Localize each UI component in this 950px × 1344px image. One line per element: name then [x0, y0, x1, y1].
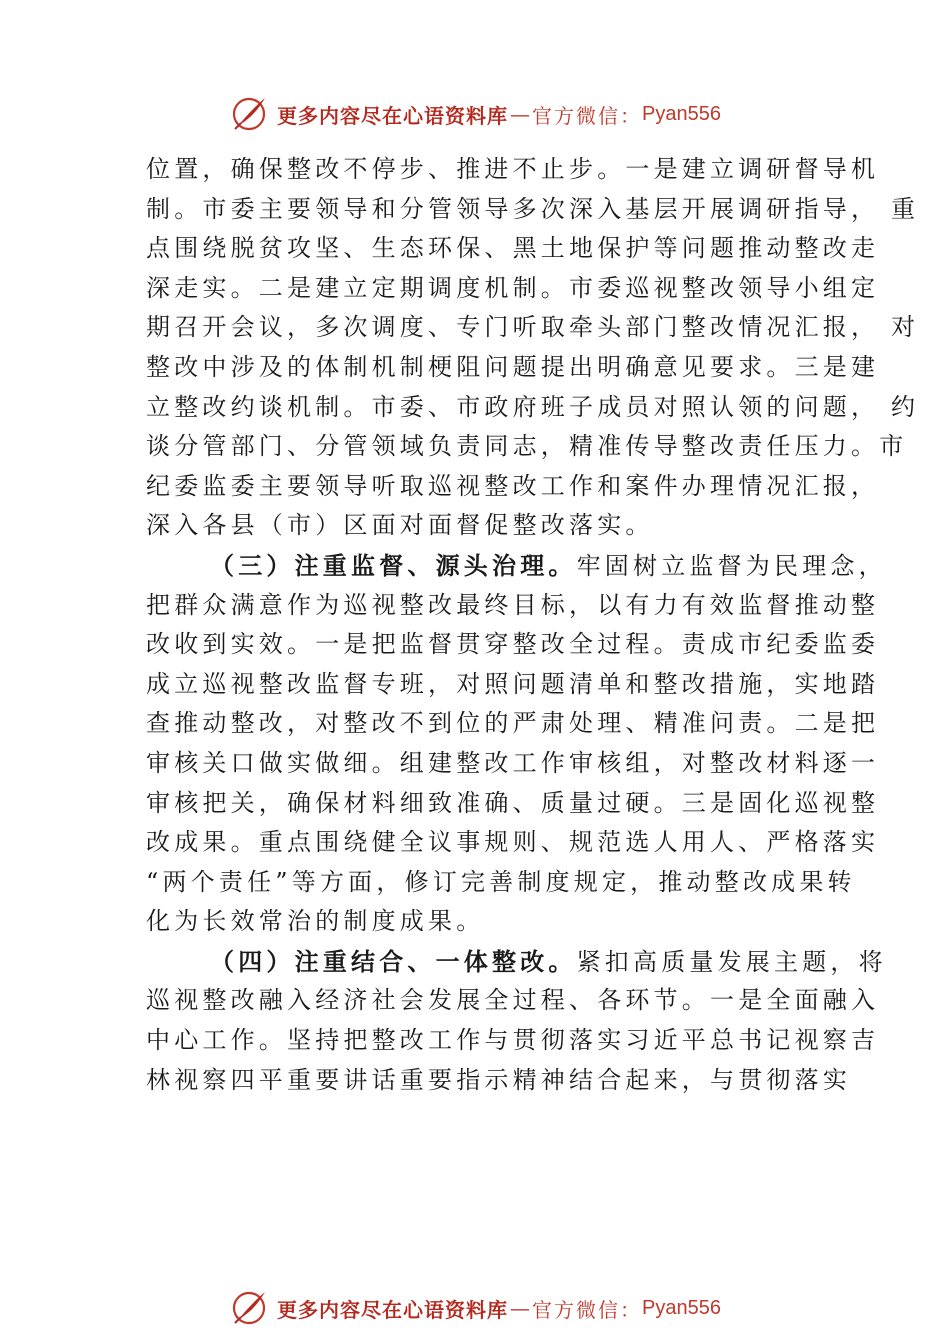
- text-line: 审核把关，确保材料细致准确、质量过硬。三是固化巡视整: [146, 788, 880, 817]
- text-line: 谈分管部门、分管领域负责同志，精准传导整改责任压力。市: [146, 432, 908, 461]
- text-line: 化为长效常治的制度成果。: [146, 907, 485, 936]
- section-4-first-line: [146, 942, 887, 982]
- text-span: 紧扣高质量发展主题，将: [576, 947, 887, 976]
- text-line: 位置，确保整改不停步、推进不止步。一是建立调研督导机: [146, 155, 880, 183]
- paragraph-section-3: [146, 546, 887, 942]
- banner-dash: —: [510, 1296, 531, 1320]
- text-line: 期召开会议，多次调度、专门听取牵头部门整改情况汇报， 对: [146, 313, 920, 342]
- text-line: 巡视整改融入经济社会发展全过程、各环节。一是全面融入: [146, 986, 880, 1015]
- text-line: 改成果。重点围绕健全议事规则、规范选人用人、严格落实: [146, 828, 880, 857]
- text-span: 牢固树立监督为民理念，: [576, 551, 887, 580]
- text-line: 查推动整改，对整改不到位的严肃处理、精准问责。二是把: [146, 709, 880, 738]
- text-line: 审核关口做实做细。组建整改工作审核组，对整改材料逐一: [146, 748, 880, 777]
- document-body: [146, 150, 920, 1100]
- quill-logo-icon: [229, 1288, 269, 1328]
- wechat-id: Pyan556: [642, 1296, 721, 1319]
- quill-logo-icon: [229, 94, 269, 134]
- official-wechat-label: 官方微信：: [532, 103, 643, 128]
- paragraph-section-4: [146, 942, 887, 1100]
- text-line: 中心工作。坚持把整改工作与贯彻落实习近平总书记视察吉: [146, 1026, 880, 1055]
- paragraph-continued: [146, 150, 920, 546]
- text-line: 成立巡视整改监督专班，对照问题清单和整改措施，实地踏: [146, 669, 880, 698]
- brand-text: 更多内容尽在心语资料库: [277, 1297, 509, 1322]
- header-banner: [0, 92, 950, 136]
- text-line: 改收到实效。一是把监督贯穿整改全过程。责成市纪委监委: [146, 630, 880, 659]
- official-wechat-label: 官方微信：: [532, 1297, 643, 1322]
- text-line: 点围绕脱贫攻坚、生态环保、黑土地保护等问题推动整改走: [146, 234, 880, 263]
- banner-dash: —: [510, 102, 531, 126]
- footer-banner: [0, 1286, 950, 1330]
- wechat-id: Pyan556: [642, 102, 721, 125]
- text-line: 整改中涉及的体制机制梗阻问题提出明确意见要求。三是建: [146, 352, 880, 381]
- section-3-first-line: [146, 546, 887, 586]
- section-4-heading: （四）注重结合、一体整改。: [210, 946, 577, 976]
- text-line: 把群众满意作为巡视整改最终目标，以有力有效监督推动整: [146, 590, 880, 619]
- text-line: 林视察四平重要讲话重要指示精神结合起来，与贯彻落实: [146, 1065, 851, 1094]
- brand-text: 更多内容尽在心语资料库: [277, 103, 509, 128]
- text-line: 纪委监委主要领导听取巡视整改工作和案件办理情况汇报，: [146, 471, 880, 500]
- text-line: 深入各县（市）区面对面督促整改落实。: [146, 511, 654, 540]
- text-line: “两个责任”等方面，修订完善制度规定，推动整改成果转: [146, 867, 856, 896]
- text-line: 制。市委主要领导和分管领导多次深入基层开展调研指导， 重: [146, 194, 920, 223]
- text-line: 立整改约谈机制。市委、市政府班子成员对照认领的问题， 约: [146, 392, 920, 421]
- section-3-heading: （三）注重监督、源头治理。: [210, 550, 577, 580]
- text-line: 深走实。二是建立定期调度机制。市委巡视整改领导小组定: [146, 273, 880, 302]
